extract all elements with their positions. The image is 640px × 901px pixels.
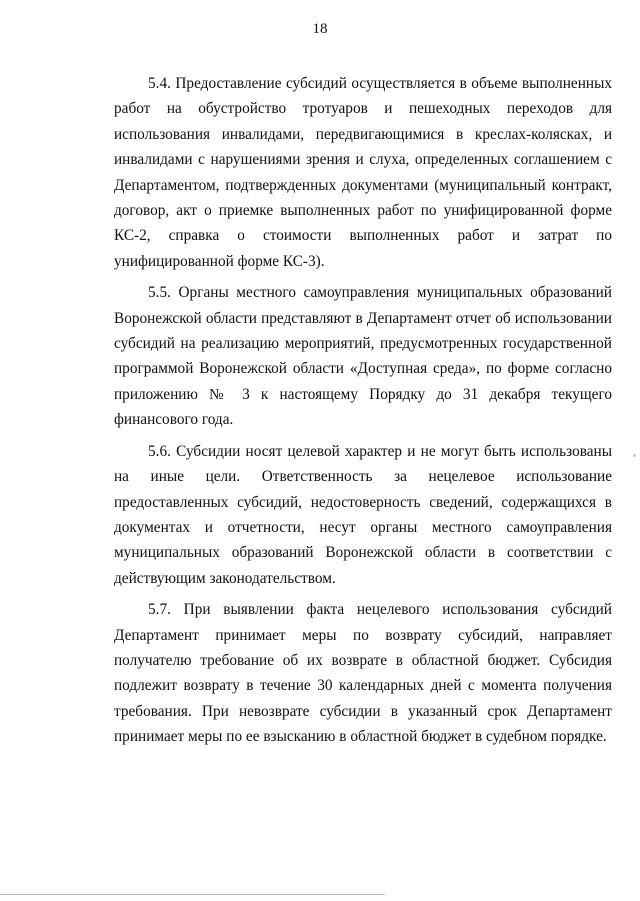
scan-edge-mark <box>633 454 636 457</box>
document-body <box>114 71 612 756</box>
paragraph-5-4: 5.4. Предоставление субсидий осуществляется в объеме выполненных работ на обустройство тротуаров и пешеходных переходов для использования инвалидами, передвигающимися в креслах-колясках, и инвалидами с нарушениями зрения и слуха, определенных соглашением с Департаментом, подтвержденных документами (муниципальный контракт, договор, акт о приемке выполненных работ по унифицированной форме КС-2, справка о стоимости выполненных работ и затрат по унифицированной форме КС-3). <box>114 75 612 270</box>
bottom-rule-divider <box>0 894 385 895</box>
paragraph-5-6: 5.6. Субсидии носят целевой характер и не могут быть использованы на иные цели. Ответственность за нецелевое использование предоставленных субсидий, недостоверность сведений, содержащихся в документах и отчетности, несут органы местного самоуправления муниципальных образований Воронежской области в соответствии с действующим законодательством. <box>114 442 612 587</box>
paragraph-5-7: 5.7. При выявлении факта нецелевого использования субсидий Департамент принимает меры по возврату субсидий, направляет получателю требование об их возврате в областной бюджет. Субсидия подлежит возврату в течение 30 календарных дней с момента получения требования. При невозврате субсидии в указанный срок Департамент принимает меры по ее взысканию в областной бюджет в судебном порядке. <box>114 601 612 746</box>
paragraph-5-5: 5.5. Органы местного самоуправления муниципальных образований Воронежской области представляют в Департамент отчет об использовании субсидий на реализацию мероприятий, предусмотренных государственной программой Воронежской области «Доступная среда», по форме согласно приложению № 3 к настоящему Порядку до 31 декабря текущего финансового года. <box>114 284 612 429</box>
page-number: 18 <box>312 21 328 37</box>
